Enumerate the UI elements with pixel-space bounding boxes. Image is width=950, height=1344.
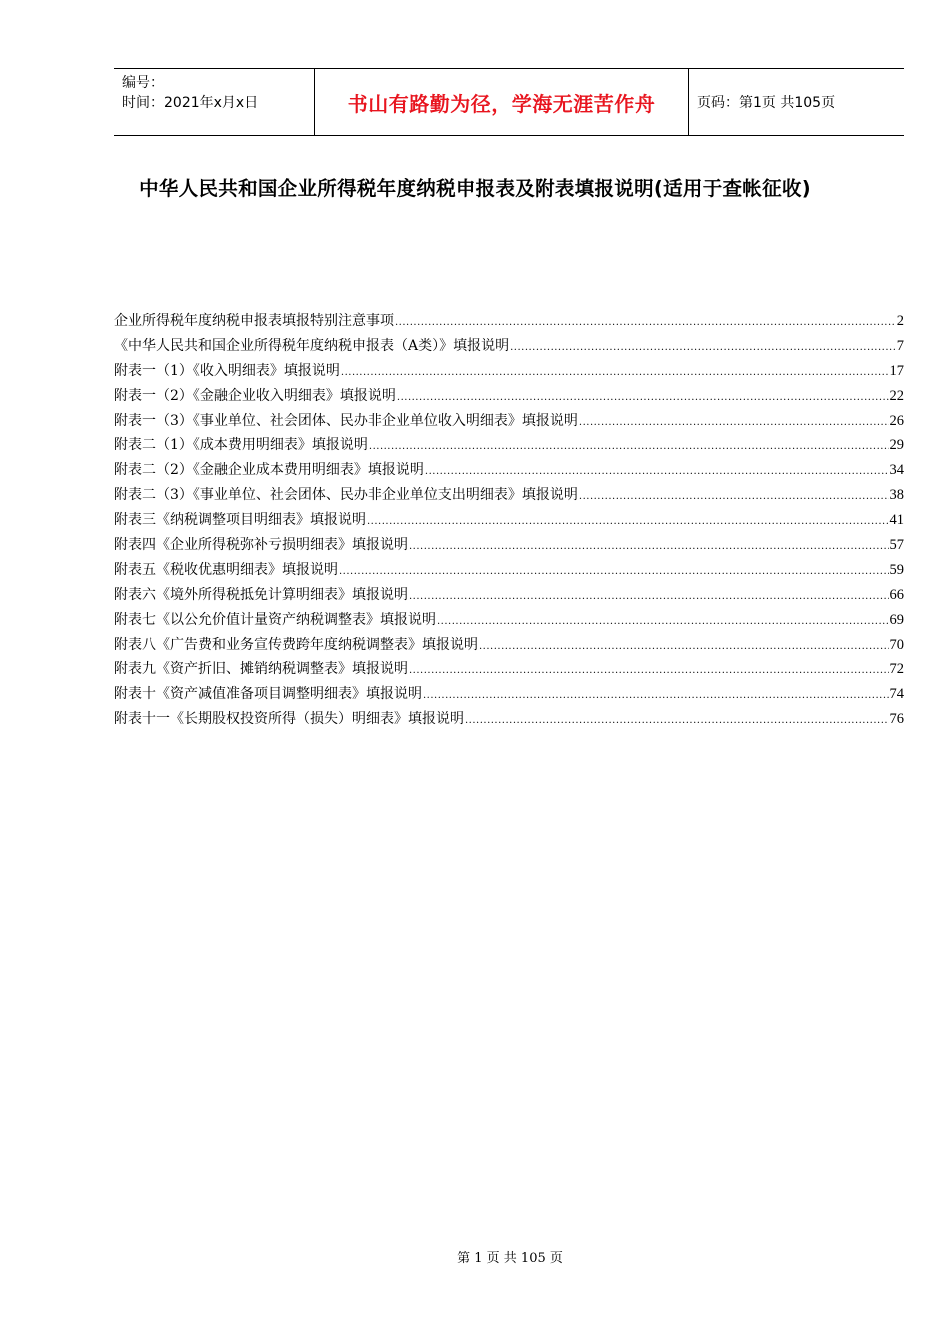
- toc-dot-leader: [579, 491, 889, 502]
- header-motto: 书山有路勤为径，学海无涯苦作舟: [315, 69, 689, 135]
- document-title: 中华人民共和国企业所得税年度纳税申报表及附表填报说明(适用于查帐征收): [139, 177, 811, 200]
- toc-entry-label: 企业所得税年度纳税申报表填报特别注意事项: [114, 313, 394, 329]
- toc-dot-leader: [341, 367, 889, 378]
- header-page-info: 页码：第1页 共105页: [697, 95, 836, 111]
- toc-entry-page-number: 2: [896, 313, 904, 329]
- toc-entry[interactable]: [114, 360, 904, 385]
- toc-entry-label: 附表八《广告费和业务宣传费跨年度纳税调整表》填报说明: [114, 636, 478, 653]
- toc-entry-label: 附表二（1）《成本费用明细表》填报说明: [114, 437, 368, 454]
- toc-entry-label: 附表一（2）《金融企业收入明细表》填报说明: [114, 387, 396, 404]
- toc-entry[interactable]: [114, 509, 904, 534]
- toc-dot-leader: [425, 466, 889, 477]
- toc-entry-label: 附表十《资产减值准备项目调整明细表》填报说明: [114, 686, 422, 703]
- toc-dot-leader: [339, 566, 889, 577]
- toc-entry-label: 附表二（3）《事业单位、社会团体、民办非企业单位支出明细表》填报说明: [114, 487, 578, 504]
- toc-entry-page-number: 72: [889, 661, 904, 678]
- toc-entry[interactable]: [114, 310, 904, 335]
- toc-entry-page-number: 7: [896, 337, 904, 354]
- toc-entry-label: 附表四《企业所得税弥补亏损明细表》填报说明: [114, 537, 408, 554]
- toc-entry[interactable]: [114, 559, 904, 584]
- toc-dot-leader: [510, 342, 896, 353]
- number-label: 编号：: [122, 75, 164, 91]
- toc-entry-page-number: 74: [889, 686, 904, 703]
- toc-entry-label: 附表二（2）《金融企业成本费用明细表》填报说明: [114, 462, 424, 479]
- toc-entry-label: 附表十一《长期股权投资所得（损失）明细表》填报说明: [114, 711, 464, 728]
- toc-entry-label: 《中华人民共和国企业所得税年度纳税申报表（A类）》填报说明: [114, 337, 510, 354]
- toc-entry-label: 附表一（3）《事业单位、社会团体、民办非企业单位收入明细表》填报说明: [114, 412, 578, 429]
- toc-dot-leader: [423, 690, 889, 701]
- toc-entry[interactable]: [114, 484, 904, 509]
- toc-entry[interactable]: [114, 335, 904, 360]
- toc-entry-label: 附表七《以公允价值计量资产纳税调整表》填报说明: [114, 611, 436, 628]
- page-footer: 第 1 页 共 105 页: [457, 1251, 563, 1266]
- page-header: [114, 68, 904, 136]
- toc-entry[interactable]: [114, 584, 904, 609]
- toc-entry-label: 附表一（1）《收入明细表》填报说明: [114, 362, 340, 379]
- time-label: 时间：2021年x月x日: [122, 95, 259, 111]
- toc-entry-label: 附表九《资产折旧、摊销纳税调整表》填报说明: [114, 661, 408, 678]
- toc-entry-page-number: 70: [889, 636, 904, 653]
- header-meta-cell: [114, 69, 315, 135]
- toc-entry[interactable]: [114, 708, 904, 733]
- toc-entry-page-number: 29: [889, 437, 904, 454]
- toc-entry[interactable]: [114, 683, 904, 708]
- toc-entry-page-number: 59: [889, 561, 904, 578]
- toc-entry-label: 附表五《税收优惠明细表》填报说明: [114, 561, 338, 578]
- toc-entry-page-number: 66: [889, 586, 904, 603]
- toc-dot-leader: [437, 616, 889, 627]
- toc-entry-page-number: 26: [889, 412, 904, 429]
- toc-dot-leader: [369, 441, 889, 452]
- toc-dot-leader: [409, 541, 889, 552]
- toc-dot-leader: [409, 591, 889, 602]
- toc-entry[interactable]: [114, 534, 904, 559]
- toc-entry[interactable]: [114, 658, 904, 683]
- table-of-contents: [114, 310, 904, 733]
- toc-dot-leader: [397, 392, 889, 403]
- toc-entry[interactable]: [114, 434, 904, 459]
- toc-dot-leader: [465, 715, 889, 726]
- toc-entry-page-number: 57: [889, 537, 904, 554]
- toc-entry-page-number: 38: [889, 487, 904, 504]
- toc-entry[interactable]: [114, 459, 904, 484]
- toc-entry-page-number: 41: [889, 512, 904, 529]
- toc-entry-page-number: 34: [889, 462, 904, 479]
- toc-entry-page-number: 69: [889, 611, 904, 628]
- toc-entry-page-number: 22: [889, 387, 904, 404]
- toc-entry[interactable]: [114, 609, 904, 634]
- toc-dot-leader: [409, 665, 889, 676]
- toc-entry[interactable]: [114, 410, 904, 435]
- toc-entry-page-number: 17: [889, 362, 904, 379]
- toc-entry-page-number: 76: [889, 711, 904, 728]
- toc-entry[interactable]: [114, 634, 904, 659]
- toc-dot-leader: [579, 417, 889, 428]
- toc-entry-label: 附表六《境外所得税抵免计算明细表》填报说明: [114, 586, 408, 603]
- toc-entry[interactable]: [114, 385, 904, 410]
- toc-dot-leader: [367, 516, 889, 527]
- toc-entry-label: 附表三《纳税调整项目明细表》填报说明: [114, 512, 366, 529]
- toc-dot-leader: [395, 317, 896, 328]
- toc-dot-leader: [479, 641, 889, 652]
